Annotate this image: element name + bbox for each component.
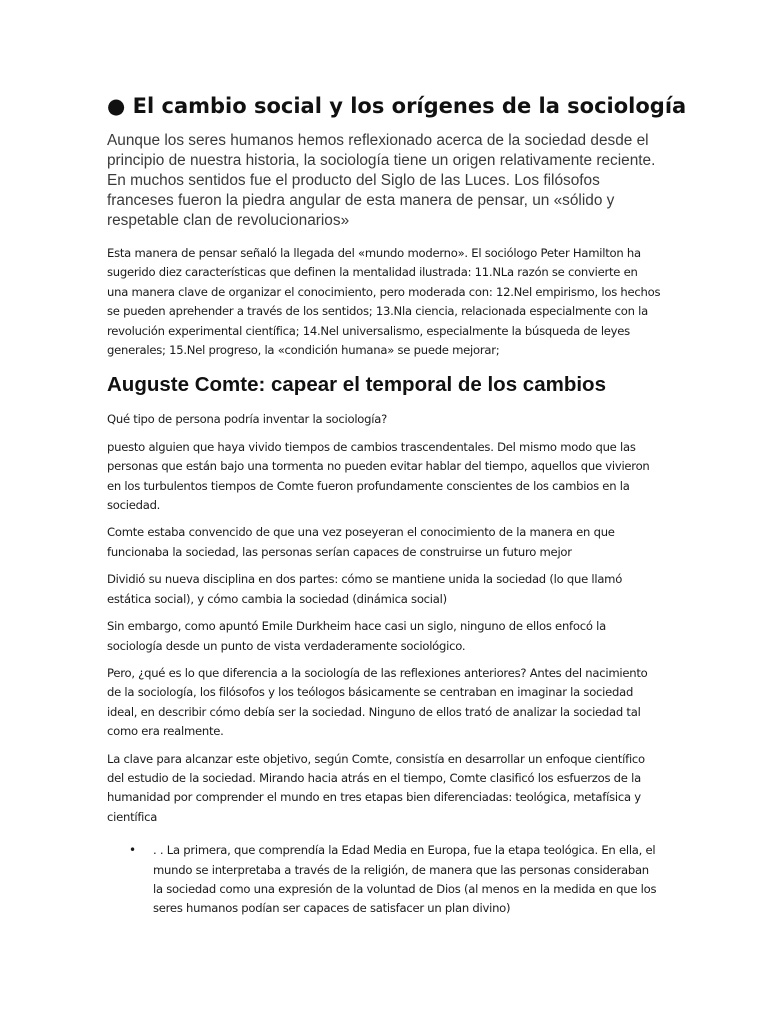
paragraph-question: Qué tipo de persona podría inventar la sociología? xyxy=(107,412,387,427)
paragraph-changes: puesto alguien que haya vivido tiempos de cambios trascendentales. Del mismo modo que las personas que están bajo una tormenta no pueden evitar hablar del tiempo, aquellos que vivieron en los turbulentos tiempos de Comte fueron profundamente conscientes de los cambios en la sociedad. xyxy=(107,439,650,513)
lead-paragraph: Aunque los seres humanos hemos reflexionado acerca de la sociedad desde el principio de nuestra historia, la sociología tiene un origen relativamente reciente. En muchos sentidos fue el producto del Siglo de las Luces. Los filósofos franceses fueron la piedra angular de esta manera de pensar, un «sólido y respetable clan de revolucionarios» xyxy=(107,132,656,229)
intro-paragraph: Esta manera de pensar señaló la llegada del «mundo moderno». El sociólogo Peter Hamilton ha sugerido diez características que definen la mentalidad ilustrada: 11.NLa razón se convierte en una manera clave de organizar el conocimiento, pero moderada con: 12.Nel empirismo, los hechos se pueden aprehender a través de los sentidos; 13.Nla ciencia, relacionada especialmente con la revolución experimental científica; 14.Nel universalismo, especialmente la búsqueda de leyes generales; 15.Nel progreso, la «condición humana» se puede mejorar; xyxy=(107,246,661,358)
list-item xyxy=(107,841,662,919)
paragraph-conviction: Comte estaba convencido de que una vez poseyeran el conocimiento de la manera en que funcionaba la sociedad, las personas serían capaces de construirse un futuro mejor xyxy=(107,525,615,559)
bullet-list xyxy=(107,841,662,919)
document-page xyxy=(107,92,687,927)
paragraph-key: La clave para alcanzar este objetivo, según Comte, consistía en desarrollar un enfoque científico del estudio de la sociedad. Mirando hacia atrás en el tiempo, Comte clasificó los esfuerzos de la humanidad por comprender el mundo en tres etapas bien diferenciadas: teológica, metafísica y científica xyxy=(107,751,645,824)
paragraph-durkheim: Sin embargo, como apuntó Emile Durkheim hace casi un siglo, ninguno de ellos enfocó la sociología desde un punto de vista verdaderamente sociológico. xyxy=(107,619,606,653)
section-heading: Auguste Comte: capear el temporal de los cambios xyxy=(107,373,606,397)
document-title: ● El cambio social y los orígenes de la sociología xyxy=(107,94,687,118)
bullet-text: . . La primera, que comprendía la Edad Media en Europa, fue la etapa teológica. En ella, el mundo se interpretaba a través de la religión, de manera que las personas consideraban la sociedad como una expresión de la voluntad de Dios (al menos en la medida en que los seres humanos podían ser capaces de satisfacer un plan divino) xyxy=(153,843,657,916)
bullet-marker: • xyxy=(129,843,136,858)
paragraph-difference: Pero, ¿qué es lo que diferencia a la sociología de las reflexiones anteriores? Antes del nacimiento de la sociología, los filósofos y los teólogos básicamente se centraban en imaginar la sociedad ideal, en describir cómo debía ser la sociedad. Ninguno de ellos trató de analizar la sociedad tal como era realmente. xyxy=(107,665,648,739)
paragraph-discipline: Dividió su nueva disciplina en dos partes: cómo se mantiene unida la sociedad (lo que llamó estática social), y cómo cambia la sociedad (dinámica social) xyxy=(107,572,623,606)
